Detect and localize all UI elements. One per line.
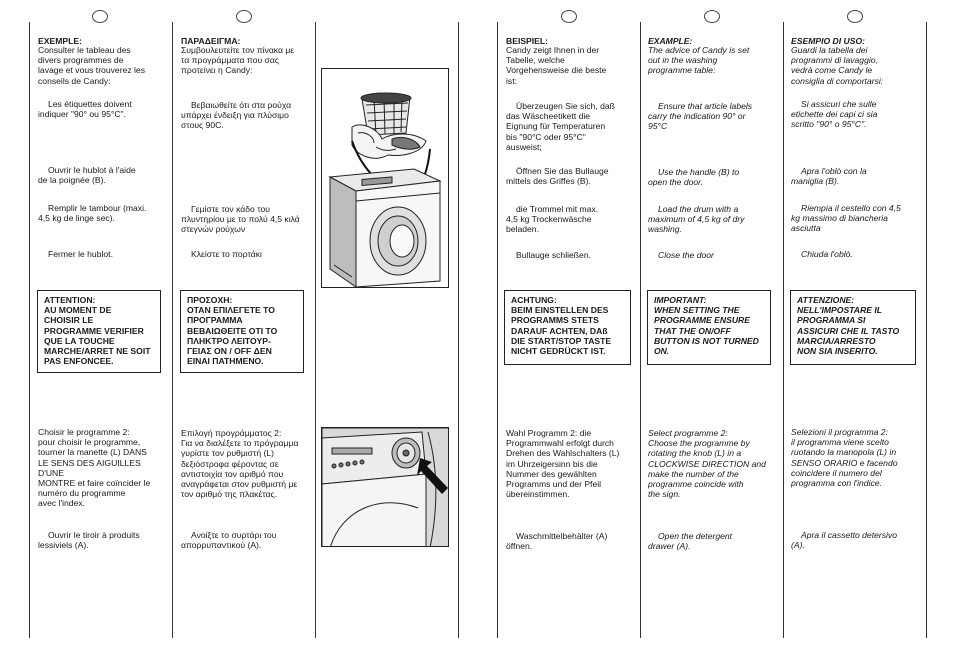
intro-text: The advice of Candy is set out in the washing programme table: xyxy=(648,45,750,76)
step-close-door: Bullauge schließen. xyxy=(516,250,592,260)
step-labels: Si assicuri che sulle etichette dei capi ci sia scritto "90° o 95°C". xyxy=(791,99,878,130)
divider-line xyxy=(315,22,316,638)
oval-icon xyxy=(236,10,252,23)
divider-line xyxy=(783,22,784,638)
divider-line xyxy=(497,22,498,638)
column-heading: EXEMPLE: xyxy=(38,36,82,46)
divider-line xyxy=(926,22,927,638)
oval-icon xyxy=(561,10,577,23)
divider-line xyxy=(640,22,641,638)
step-select-programme: Επιλογή προγράμματος 2: Για να διαλέξετε το πρόγραμμα γυρίστε τον ρυθμιστή (L) δεξιόστροφα φέροντας σε αντιστοιχία τον αριθμό που αναγράφεται στον ρυθμιστή με τον αριθμό της πλακέτας. xyxy=(181,428,299,500)
step-load-drum: Riempia il cestello con 4,5 kg massimo di biancheria asciutta xyxy=(791,203,901,234)
step-open-drawer: Ανοίξτε το συρτάρι του απορρυπαντικού (A). xyxy=(181,530,277,551)
step-select-programme: Select programme 2: Choose the programme by rotating the knob (L) in a CLOCKWISE DIRECTION and make the number of the programme coincide with the sign. xyxy=(648,428,766,500)
step-close-door: Fermer le hublot. xyxy=(48,249,113,259)
washing-machine-icon xyxy=(322,69,449,288)
column-heading: BEISPIEL: xyxy=(506,36,549,46)
step-load-drum: Γεμίστε τον κάδο του πλυντηρίου με το πολύ 4,5 κιλά στεγνών ρούχων xyxy=(181,204,300,235)
oval-icon xyxy=(704,10,720,23)
step-select-programme: Selezioni il programma 2: il programma viene scelto ruotando la manopola (L) in SENSO ORARIO e facendo coincidere il numero del programma con l'indice. xyxy=(791,427,898,489)
column-heading: ΠΑΡΑΔΕΙΓΜΑ: xyxy=(181,36,241,46)
step-close-door: Close the door xyxy=(658,250,714,260)
intro-text: Consulter le tableau des divers programmes de lavage et vous trouverez les conseils de Candy: xyxy=(38,45,146,86)
step-labels: Les étiquettes doivent indiquer "90° ou 95°C". xyxy=(38,99,132,120)
step-open-drawer: Open the detergent drawer (A). xyxy=(648,531,733,552)
step-open-drawer: Waschmittelbehälter (A) öffnen. xyxy=(506,531,608,552)
step-close-door: Chiuda l'oblò. xyxy=(801,249,853,259)
step-labels: Überzeugen Sie sich, daß das Wäscheetikett die Eignung für Temperaturen bis "90°C oder 95°C" ausweist; xyxy=(506,101,615,152)
warning-box: ATTENZIONE: NELL'IMPOSTARE IL PROGRAMMA SI ASSICURI CHE IL TASTO MARCIA/ARRESTO NON SIA INSERITO. xyxy=(790,290,916,365)
step-load-drum: Remplir le tambour (maxi. 4,5 kg de linge sec). xyxy=(38,203,147,224)
warning-box: ΠΡΟΣΟΧΗ: ΟΤΑΝ ΕΠΙΛΕΓΕΤΕ ΤΟ ΠΡΟΓΡΑΜΜΑ ΒΕΒΑΙΩΘΕΙΤΕ ΟΤΙ ΤΟ ΠΛΗΚΤΡΟ ΛΕΙΤΟΥΡ- ΓΕΙΑΣ ON / OFF ΔΕΝ ΕΙΝΑΙ ΠΑΤΗΜΕΝΟ. xyxy=(180,290,304,373)
divider-line xyxy=(458,22,459,638)
column-heading: EXAMPLE: xyxy=(648,36,693,46)
step-labels: Βεβαιωθείτε ότι στα ρούχα υπάρχει ένδειξη για πλύσιμο στους 90C. xyxy=(181,100,292,131)
divider-line xyxy=(172,22,173,638)
step-open-drawer: Ouvrir le tiroir à produits lessiviels (A). xyxy=(38,530,140,551)
step-load-drum: die Trommel mit max. 4,5 kg Trockenwäsche beladen. xyxy=(506,204,599,235)
intro-text: Συμβουλευτείτε τον πίνακα με τα προγράμματα που σας προτείνει η Candy: xyxy=(181,45,295,76)
oval-icon xyxy=(92,10,108,23)
column-heading: ESEMPIO DI USO: xyxy=(791,36,866,46)
step-labels: Ensure that article labels carry the indication 90° or 95°C xyxy=(648,101,753,132)
warning-box: IMPORTANT: WHEN SETTING THE PROGRAMME ENSURE THAT THE ON/OFF BUTTON IS NOT TURNED ON. xyxy=(647,290,771,365)
step-open-door: Öffnen Sie das Bullauge mittels des Griffes (B). xyxy=(506,166,609,187)
step-select-programme: Wahl Programm 2: die Programmwahl erfolgt durch Drehen des Wahlschalters (L) im Uhrzeigersinn bis die Nummer des gewählten Programms und der Pfeil übereinstimmen. xyxy=(506,428,620,500)
step-open-drawer: Apra il cassetto detersivo (A). xyxy=(791,530,898,551)
intro-text: Candy zeigt Ihnen in der Tabelle, welche Vorgehensweise die beste ist: xyxy=(506,45,607,86)
intro-text: Guardi la tabella dei programmi di lavaggio, vedrà come Candy le consiglia di comportarsi: xyxy=(791,45,884,86)
program-knob-icon xyxy=(322,428,449,547)
step-open-door: Use the handle (B) to open the door. xyxy=(648,167,740,188)
warning-box: ACHTUNG: BEIM EINSTELLEN DES PROGRAMMS STETS DARAUF ACHTEN, DAß DIE START/STOP TASTE NICHT GEDRÜCKT IST. xyxy=(504,290,631,365)
step-close-door: Κλείστε το πορτάκι xyxy=(191,249,262,259)
step-select-programme: Choisir le programme 2: pour choisir le programme, tourner la manette (L) DANS LE SENS DES AIGUILLES D'UNE MONTRE et faire coïncider le numéro du programme avec l'index. xyxy=(38,427,151,509)
step-open-door: Apra l'oblò con la maniglia (B). xyxy=(791,166,867,187)
warning-box: ATTENTION: AU MOMENT DE CHOISIR LE PROGRAMME VERIFIER QUE LA TOUCHE MARCHE/ARRET NE SOIT PAS ENFONCEE. xyxy=(37,290,161,373)
step-load-drum: Load the drum with a maximum of 4,5 kg of dry washing. xyxy=(648,204,745,235)
divider-line xyxy=(29,22,30,638)
step-open-door: Ouvrir le hublot à l'aide de la poignée (B). xyxy=(38,165,136,186)
washing-machine-loading-illustration xyxy=(321,68,449,288)
oval-icon xyxy=(847,10,863,23)
program-knob-illustration xyxy=(321,427,449,547)
